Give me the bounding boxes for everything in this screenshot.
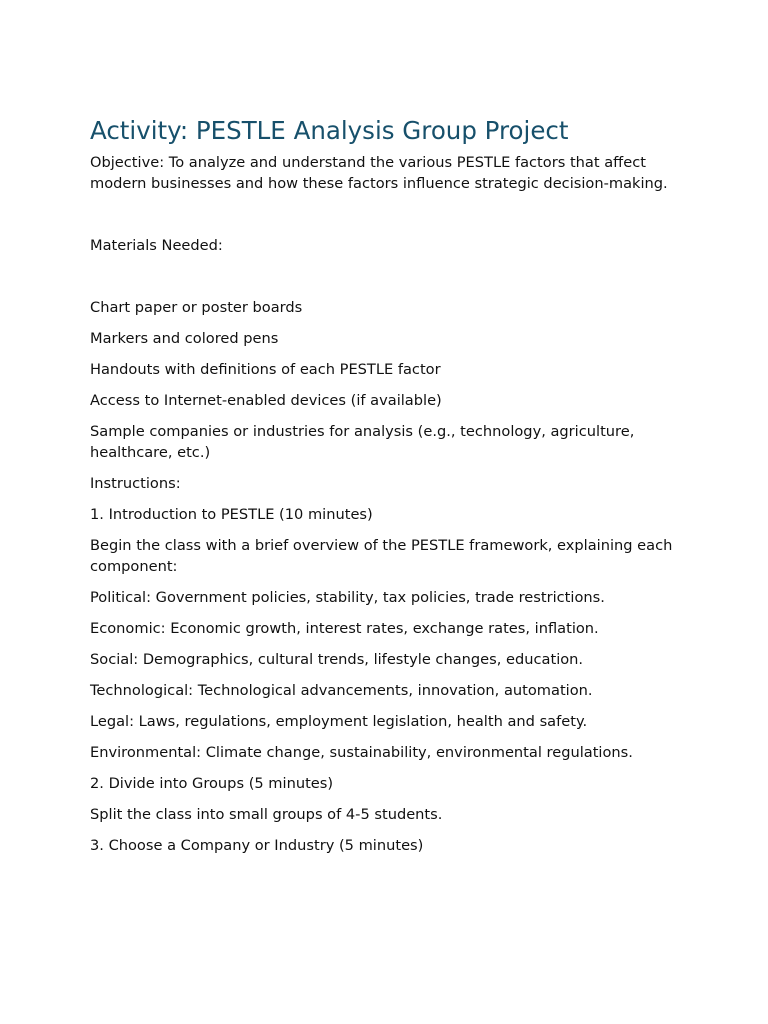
step-description: Split the class into small groups of 4-5 students. <box>90 806 443 823</box>
document-title: Activity: PESTLE Analysis Group Project <box>90 116 569 145</box>
step-heading: 1. Introduction to PESTLE (10 minutes) <box>90 506 373 523</box>
step-heading: 3. Choose a Company or Industry (5 minutes) <box>90 837 424 854</box>
pestle-factor-social: Social: Demographics, cultural trends, lifestyle changes, education. <box>90 651 584 668</box>
instructions-heading: Instructions: <box>90 475 181 492</box>
material-item: Markers and colored pens <box>90 330 279 347</box>
material-item: Access to Internet-enabled devices (if available) <box>90 392 442 409</box>
step-description: Begin the class with a brief overview of the PESTLE framework, explaining each component: <box>90 537 673 575</box>
pestle-factor-political: Political: Government policies, stability, tax policies, trade restrictions. <box>90 589 605 606</box>
step-heading: 2. Divide into Groups (5 minutes) <box>90 775 334 792</box>
materials-heading: Materials Needed: <box>90 237 223 254</box>
material-item: Handouts with definitions of each PESTLE factor <box>90 361 441 378</box>
pestle-factor-environmental: Environmental: Climate change, sustainability, environmental regulations. <box>90 744 633 761</box>
objective-paragraph: Objective: To analyze and understand the various PESTLE factors that affect modern businesses and how these factors influence strategic decision-making. <box>90 154 668 192</box>
material-item: Sample companies or industries for analysis (e.g., technology, agriculture, healthcare, etc.) <box>90 423 635 461</box>
document-page <box>90 113 680 866</box>
pestle-factor-legal: Legal: Laws, regulations, employment legislation, health and safety. <box>90 713 588 730</box>
pestle-factor-technological: Technological: Technological advancements, innovation, automation. <box>90 682 593 699</box>
pestle-factor-economic: Economic: Economic growth, interest rates, exchange rates, inflation. <box>90 620 599 637</box>
material-item: Chart paper or poster boards <box>90 299 303 316</box>
